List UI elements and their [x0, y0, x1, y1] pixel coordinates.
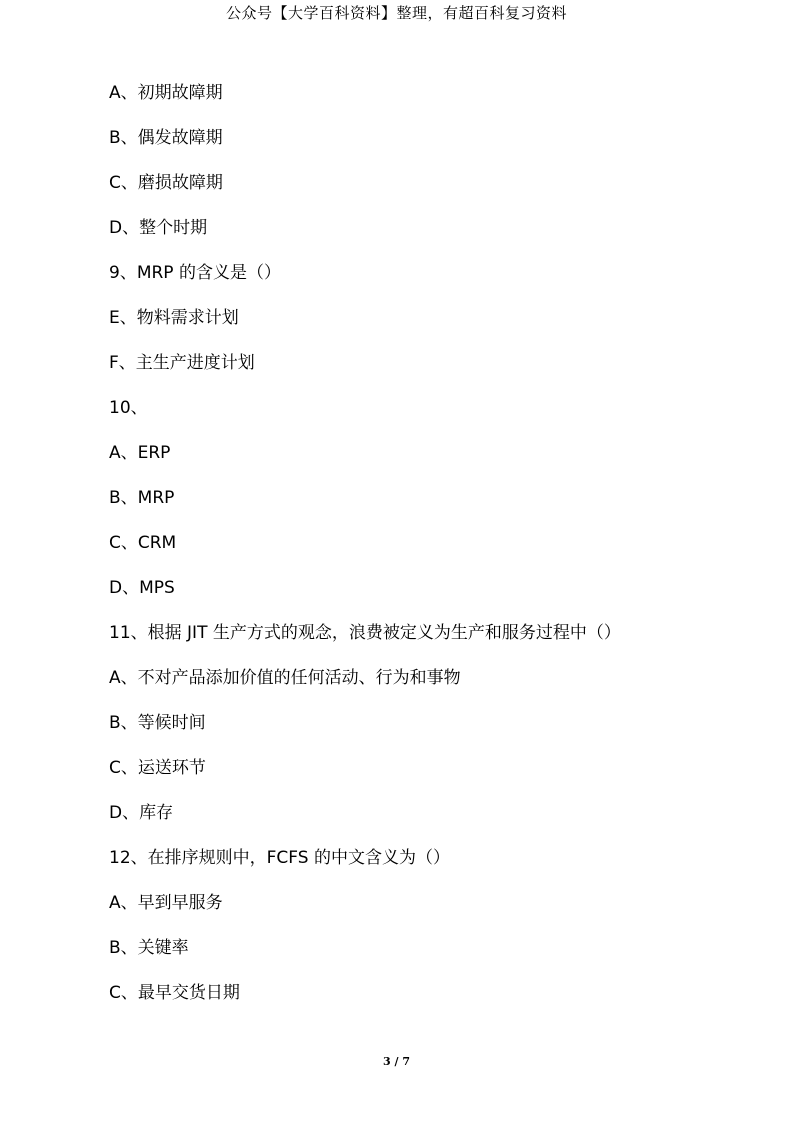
- page-number: 3 / 7: [383, 1055, 410, 1068]
- option-a-initial-failure: A、初期故障期: [109, 83, 223, 103]
- option-a-erp: A、ERP: [109, 443, 171, 463]
- option-b-critical-ratio: B、关键率: [109, 938, 189, 958]
- option-b-mrp: B、MRP: [109, 488, 175, 508]
- option-d-entire-period: D、整个时期: [109, 218, 208, 238]
- option-a-non-value-activity: A、不对产品添加价值的任何活动、行为和事物: [109, 668, 461, 688]
- option-b-random-failure: B、偶发故障期: [109, 128, 223, 148]
- option-c-wearout-failure: C、磨损故障期: [109, 173, 223, 193]
- page-header: 公众号【大学百科资料】整理，有超百科复习资料: [225, 4, 567, 22]
- question-9: 9、MRP 的含义是（）: [109, 263, 281, 283]
- question-11: 11、根据 JIT 生产方式的观念，浪费被定义为生产和服务过程中（）: [109, 623, 621, 643]
- option-d-mps: D、MPS: [109, 578, 175, 598]
- question-12: 12、在排序规则中，FCFS 的中文含义为（）: [109, 848, 450, 868]
- option-b-waiting-time: B、等候时间: [109, 713, 206, 733]
- option-f-master-schedule: F、主生产进度计划: [109, 353, 255, 373]
- option-a-first-come-first-served: A、早到早服务: [109, 893, 223, 913]
- option-c-earliest-due-date: C、最早交货日期: [109, 983, 240, 1003]
- option-c-transport: C、运送环节: [109, 758, 206, 778]
- option-e-material-requirements: E、物料需求计划: [109, 308, 239, 328]
- option-d-inventory: D、库存: [109, 803, 174, 823]
- question-10: 10、: [109, 398, 148, 418]
- option-c-crm: C、CRM: [109, 533, 177, 553]
- document-body: [109, 80, 749, 1025]
